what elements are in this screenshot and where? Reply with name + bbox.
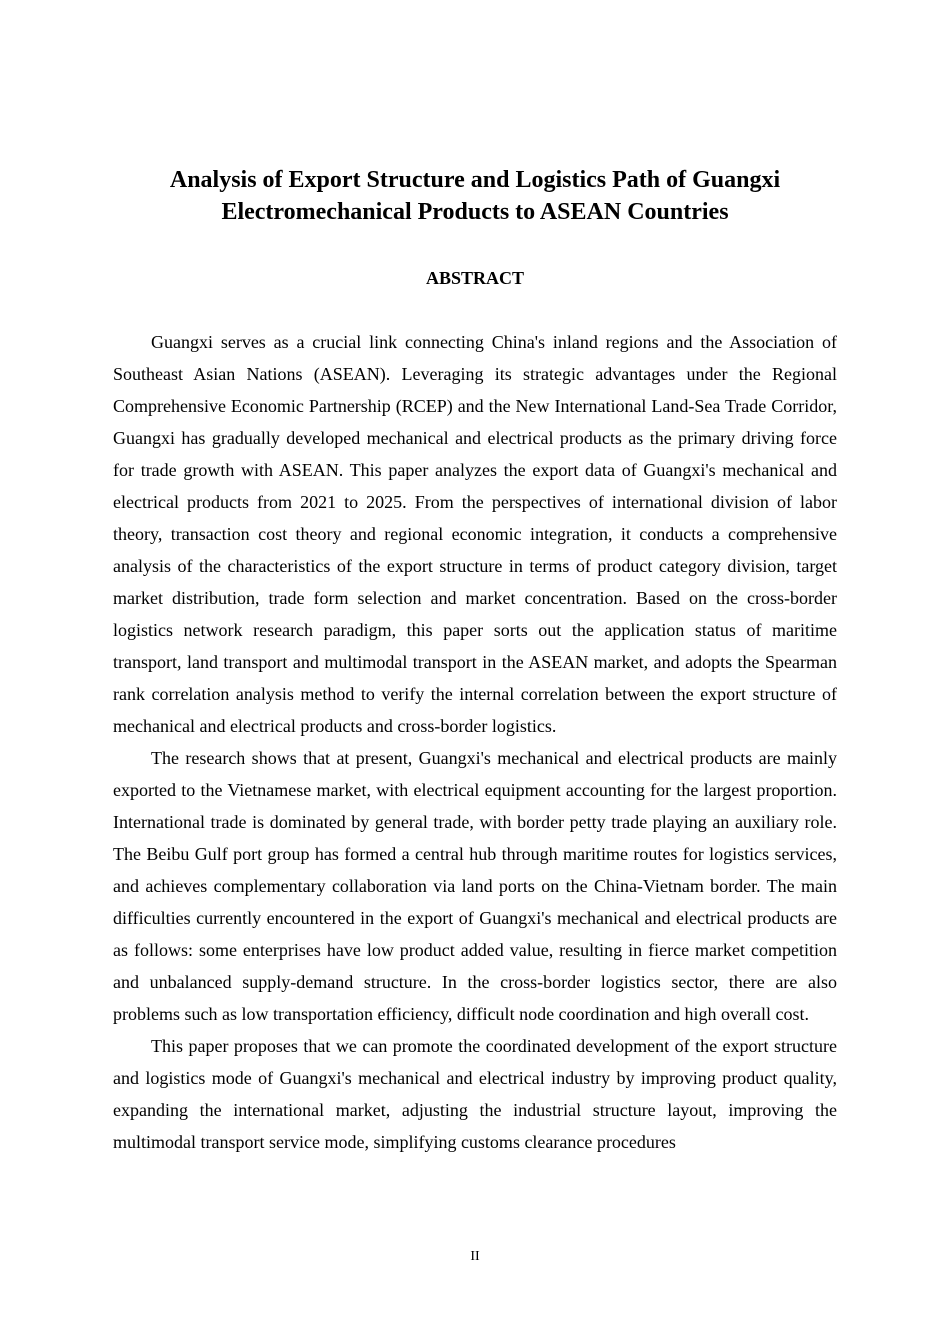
- abstract-heading: ABSTRACT: [425, 268, 525, 288]
- document-page: [113, 0, 837, 1344]
- abstract-paragraph-2: The research shows that at present, Guangxi's mechanical and electrical products are mainly exported to the Vietnamese market, with electrical equipment accounting for the largest proportion. International trade is dominated by general trade, with border petty trade playing an auxiliary role. The Beibu Gulf port group has formed a central hub through maritime routes for logistics services, and achieves complementary collaboration via land ports on the China-Vietnam border. The main difficulties currently encountered in the export of Guangxi's mechanical and electrical products are as follows: some enterprises have low product added value, resulting in fierce market competition and unbalanced supply-demand structure. In the cross-border logistics sector, there are also problems such as low transportation efficiency, difficult node coordination and high overall cost.: [113, 748, 837, 1024]
- page-number: II: [470, 1249, 480, 1264]
- paper-title-line-2: Electromechanical Products to ASEAN Countries: [221, 199, 729, 225]
- abstract-paragraph-3: This paper proposes that we can promote the coordinated development of the export structure and logistics mode of Guangxi's mechanical and electrical industry by improving product quality, expanding the international market, adjusting the industrial structure layout, improving the multimodal transport service mode, simplifying customs clearance procedures: [113, 1036, 837, 1152]
- abstract-paragraph-1: Guangxi serves as a crucial link connecting China's inland regions and the Association of Southeast Asian Nations (ASEAN). Leveraging its strategic advantages under the Regional Comprehensive Economic Partnership (RCEP) and the New International Land-Sea Trade Corridor, Guangxi has gradually developed mechanical and electrical products as the primary driving force for trade growth with ASEAN. This paper analyzes the export data of Guangxi's mechanical and electrical products from 2021 to 2025. From the perspectives of international division of labor theory, transaction cost theory and regional economic integration, it conducts a comprehensive analysis of the characteristics of the export structure in terms of product category division, target market distribution, trade form selection and market concentration. Based on the cross-border logistics network research paradigm, this paper sorts out the application status of maritime transport, land transport and multimodal transport in the ASEAN market, and adopts the Spearman rank correlation analysis method to verify the internal correlation between the export structure of mechanical and electrical products and cross-border logistics.: [113, 332, 837, 736]
- abstract-body: [113, 326, 837, 1158]
- paper-title-line-1: Analysis of Export Structure and Logistics Path of Guangxi: [169, 167, 781, 193]
- paper-title: [113, 164, 837, 228]
